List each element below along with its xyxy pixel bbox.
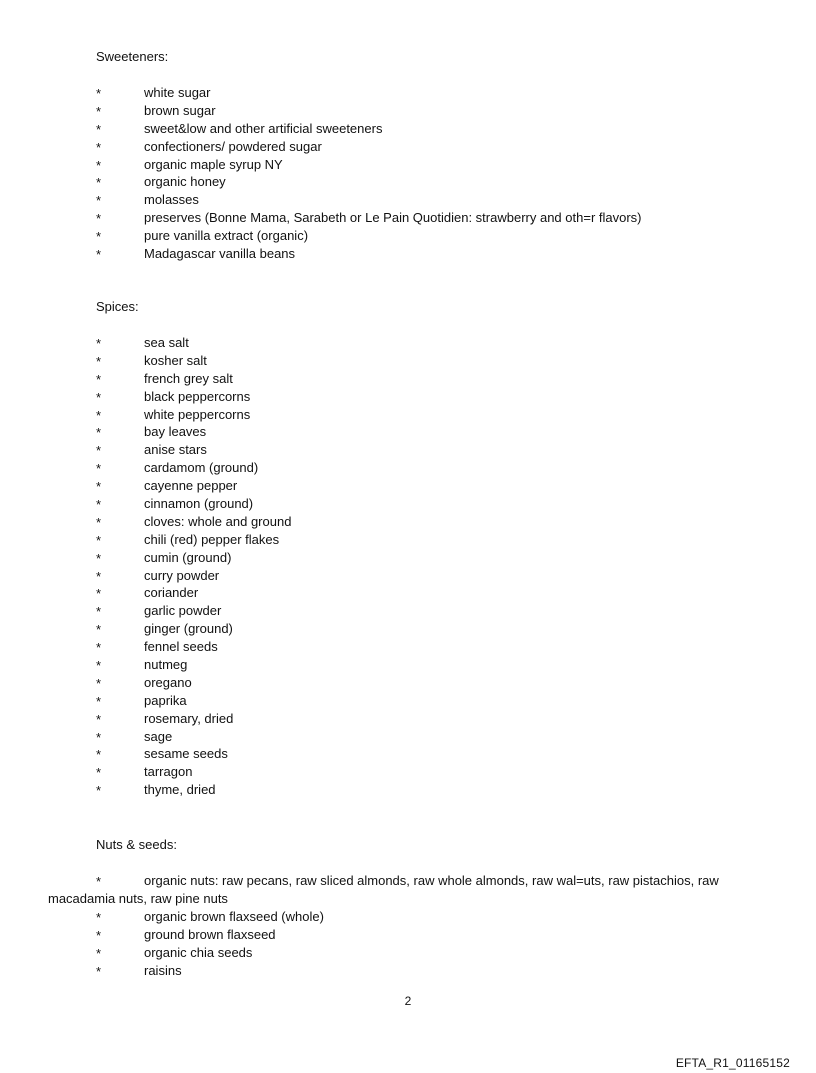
list-item-text: rosemary, dried: [144, 710, 234, 726]
list-item-text: oregano: [144, 674, 192, 690]
list-item-text: cayenne pepper: [144, 478, 238, 494]
bullet: *: [96, 729, 102, 745]
sweeteners-heading: Sweeteners:: [96, 49, 169, 64]
list-item-text: cloves: whole and ground: [144, 513, 292, 529]
bullet: *: [96, 963, 102, 979]
list-item-text: thyme, dried: [144, 782, 216, 798]
list-item-text: sesame seeds: [144, 746, 228, 762]
bullet: *: [96, 443, 102, 459]
list-item-text: ginger (ground): [144, 621, 233, 637]
list-item-text: french grey salt: [144, 370, 233, 386]
bullet: *: [96, 479, 102, 495]
bullet: *: [96, 514, 102, 530]
bullet: *: [96, 604, 102, 620]
bullet: *: [96, 425, 102, 441]
list-item-text: fennel seeds: [144, 639, 218, 655]
list-item-text: bay leaves: [144, 424, 207, 440]
bullet: *: [96, 550, 102, 566]
bullet: *: [96, 121, 102, 137]
list-item-text: organic maple syrup NY: [144, 156, 283, 172]
list-item-text: paprika: [144, 692, 187, 708]
bullet: *: [96, 711, 102, 727]
list-item-text: preserves (Bonne Mama, Sarabeth or Le Pain Quotidien: strawberry and oth=r flavors): [144, 210, 642, 226]
list-item-text: sweet&low and other artificial sweeteners: [144, 120, 383, 136]
list-item-text: tarragon: [144, 764, 193, 780]
spices-heading: Spices:: [96, 299, 139, 314]
list-item-text: sage: [144, 728, 173, 744]
list-item-text: organic brown flaxseed (whole): [144, 909, 324, 924]
list-item-text: cinnamon (ground): [144, 496, 254, 512]
list-item-text: cardamom (ground): [144, 460, 259, 476]
list-item-text: sea salt: [144, 335, 189, 350]
list-item-text: pure vanilla extract (organic): [144, 228, 309, 244]
bullet: *: [96, 497, 102, 513]
list-item-text-continued: macadamia nuts, raw pine nuts: [48, 890, 228, 906]
bullet: *: [96, 586, 102, 602]
bullet: *: [96, 945, 102, 961]
bullet: *: [96, 461, 102, 477]
list-item-text: brown sugar: [144, 102, 216, 118]
bullet: *: [96, 747, 102, 763]
bullet: *: [96, 157, 102, 173]
list-item-text: raisins: [144, 962, 182, 978]
list-item-text: white sugar: [144, 85, 211, 100]
bullet: *: [96, 103, 102, 119]
bullet: *: [96, 927, 102, 943]
nuts-first-item: [48, 872, 768, 908]
bullet: *: [96, 910, 102, 925]
bullet: *: [96, 193, 102, 209]
list-item-text: organic nuts: raw pecans, raw sliced almonds, raw whole almonds, raw wal=uts, raw pistachios, raw: [144, 873, 719, 888]
document-id: EFTA_R1_01165152: [675, 1056, 790, 1070]
bullet: *: [96, 353, 102, 369]
bullet: *: [96, 175, 102, 191]
list-item-text: white peppercorns: [144, 406, 251, 422]
bullet: *: [96, 693, 102, 709]
list-item-text: black peppercorns: [144, 388, 251, 404]
list-item-text: coriander: [144, 585, 199, 601]
bullet: *: [96, 783, 102, 799]
list-item-text: curry powder: [144, 567, 220, 583]
bullet: *: [96, 532, 102, 548]
bullet: *: [96, 658, 102, 674]
bullet: *: [96, 336, 102, 351]
bullet: *: [96, 247, 102, 263]
list-item-text: kosher salt: [144, 352, 207, 368]
nuts-heading: Nuts & seeds:: [96, 837, 177, 852]
bullet: *: [96, 874, 102, 889]
page-number: 2: [404, 994, 412, 1008]
bullet: *: [96, 622, 102, 638]
bullet: *: [96, 675, 102, 691]
list-item-text: chili (red) pepper flakes: [144, 531, 280, 547]
bullet: *: [96, 640, 102, 656]
list-item-text: cumin (ground): [144, 549, 232, 565]
bullet: *: [96, 211, 102, 227]
list-item-text: nutmeg: [144, 657, 188, 673]
list-item-text: Madagascar vanilla beans: [144, 246, 296, 262]
bullet: *: [96, 229, 102, 245]
bullet: *: [96, 371, 102, 387]
bullet: *: [96, 389, 102, 405]
bullet: *: [96, 86, 102, 101]
list-item-text: garlic powder: [144, 603, 222, 619]
list-item-text: anise stars: [144, 442, 207, 458]
bullet: *: [96, 765, 102, 781]
list-item-text: ground brown flaxseed: [144, 926, 276, 942]
list-item-text: organic chia seeds: [144, 944, 253, 960]
list-item-text: molasses: [144, 192, 199, 208]
bullet: *: [96, 568, 102, 584]
bullet: *: [96, 139, 102, 155]
list-item-text: confectioners/ powdered sugar: [144, 138, 322, 154]
list-item-text: organic honey: [144, 174, 226, 190]
bullet: *: [96, 407, 102, 423]
